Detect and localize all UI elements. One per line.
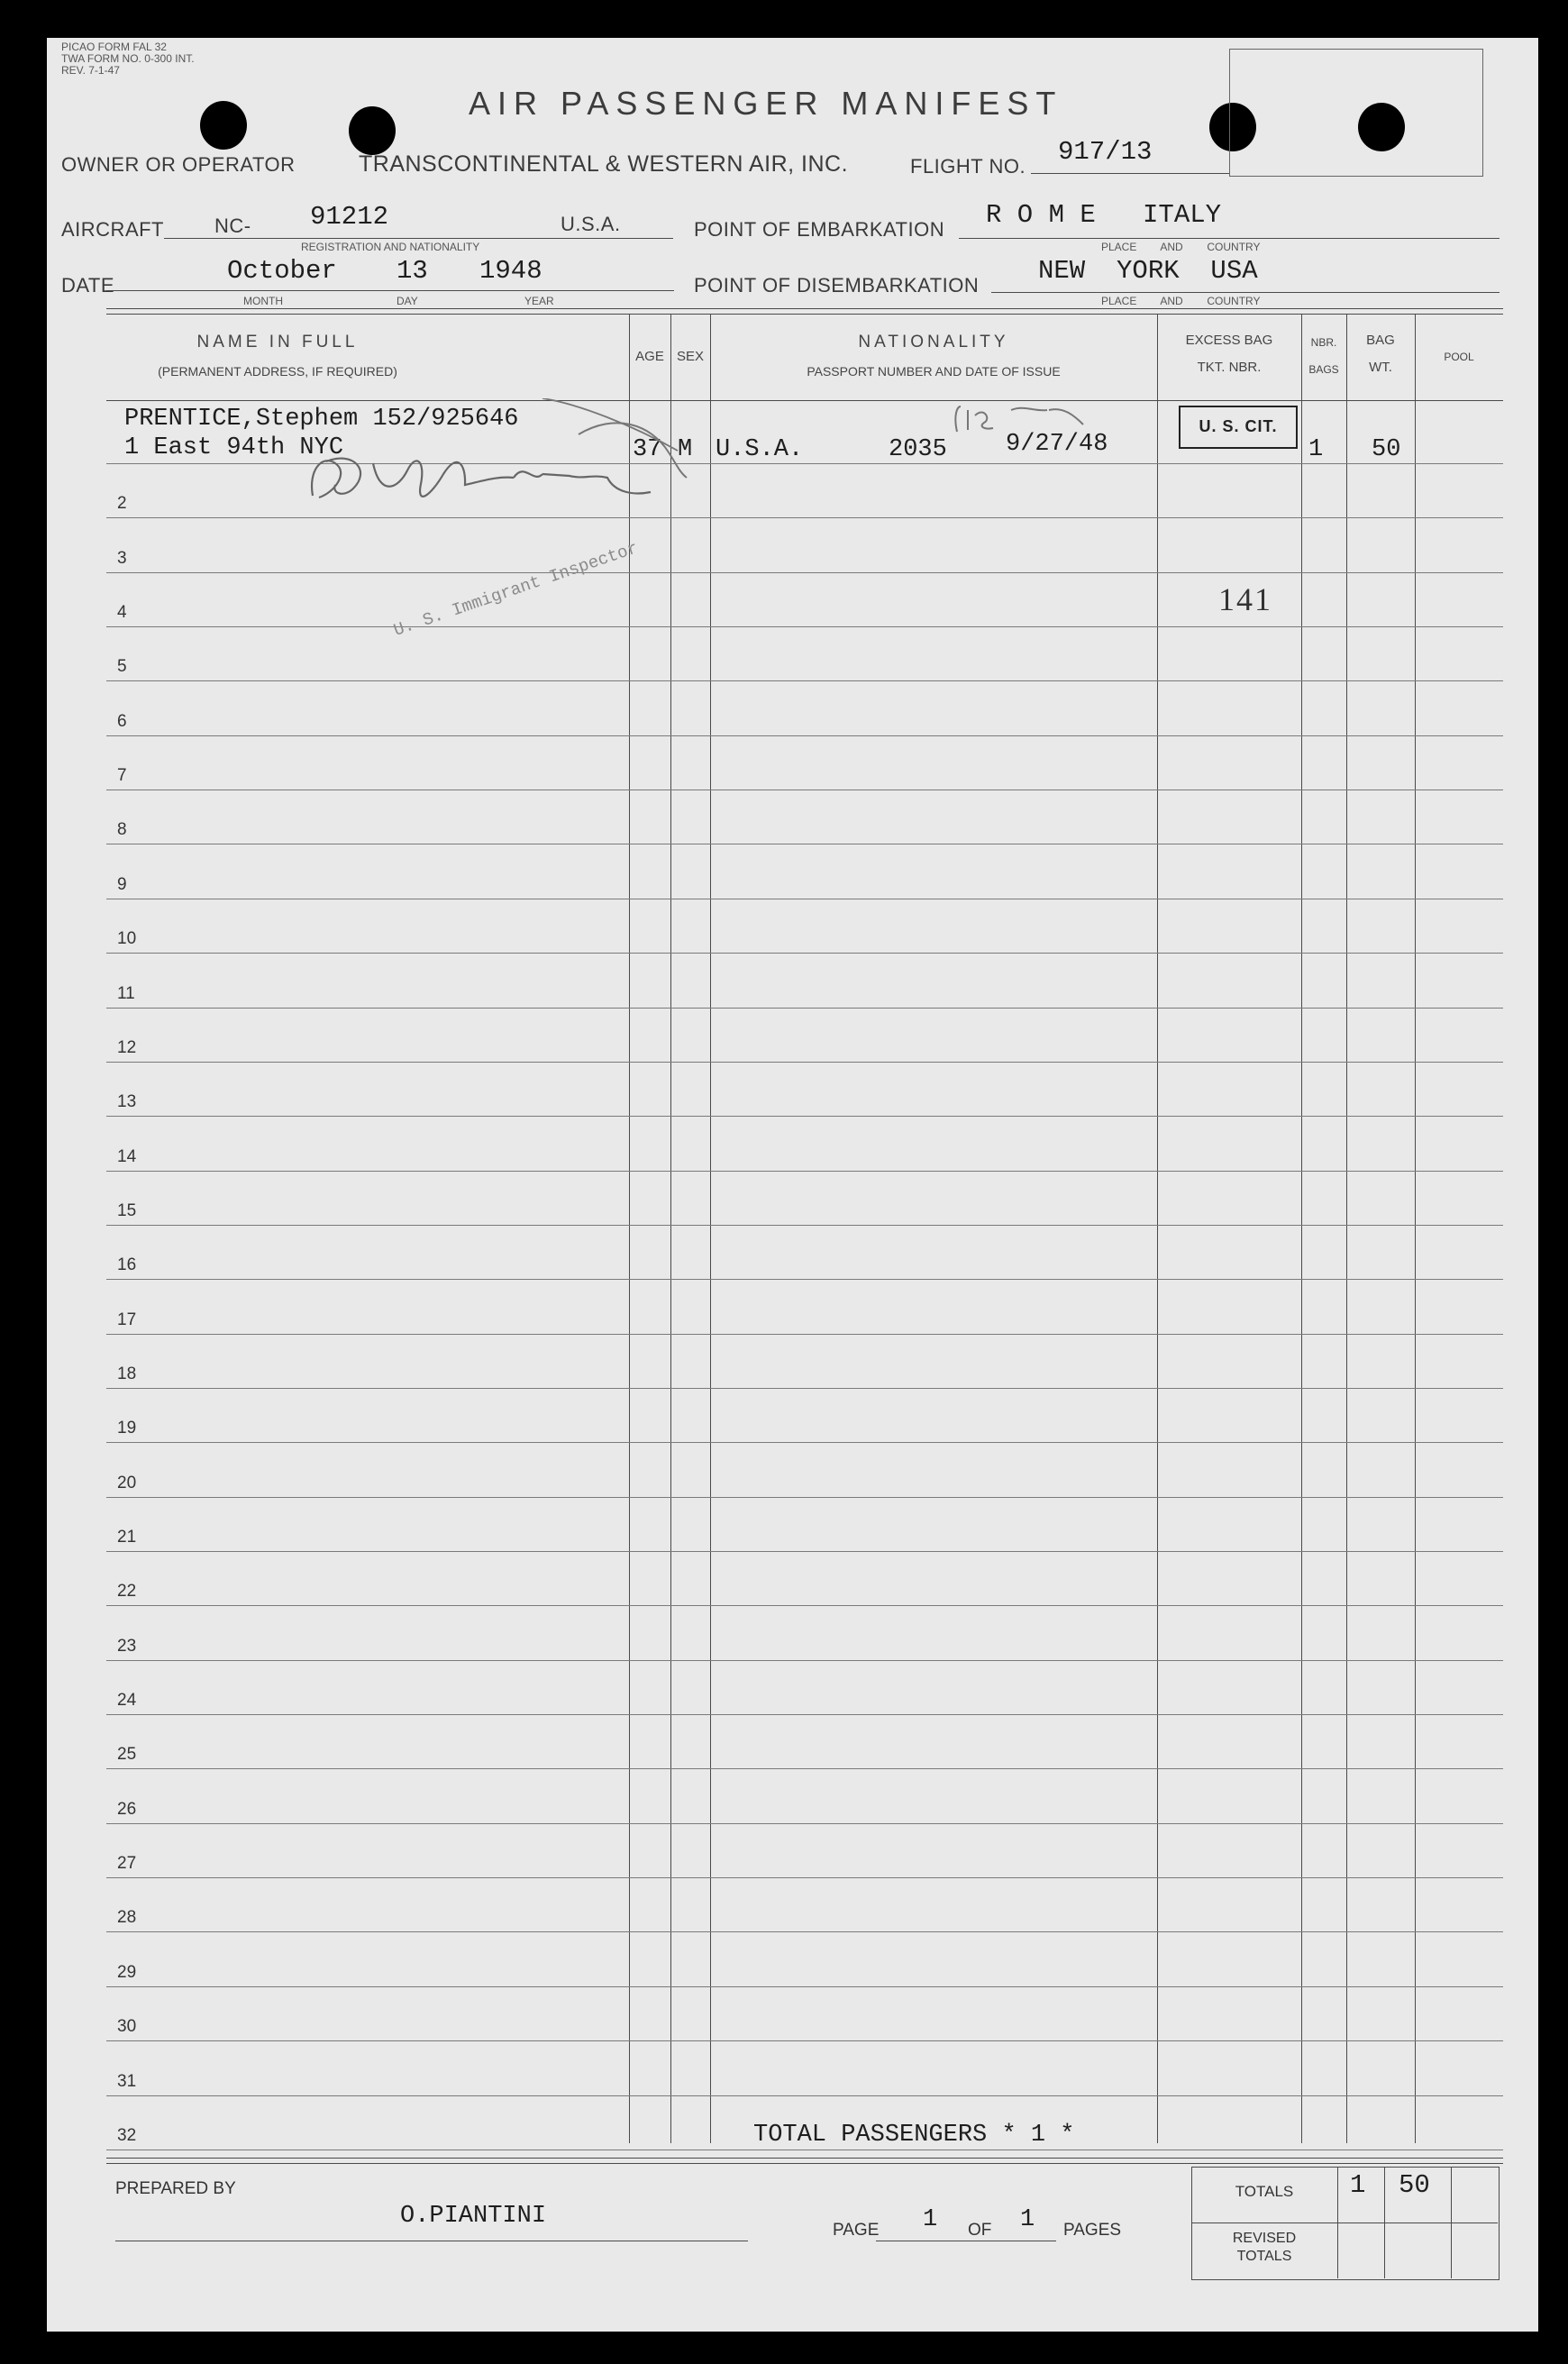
row-number: 9 bbox=[117, 875, 127, 894]
passport-issue-date: 9/27/48 bbox=[1006, 431, 1108, 458]
row-rule bbox=[106, 1008, 1503, 1009]
aircraft-label: AIRCRAFT bbox=[61, 218, 164, 241]
footer-top-rule bbox=[106, 2158, 1503, 2159]
owner-label: OWNER OR OPERATOR bbox=[61, 153, 296, 176]
passenger-bag-weight: 50 bbox=[1372, 436, 1401, 463]
totals-bags: 1 bbox=[1350, 2170, 1366, 2200]
row-rule bbox=[106, 626, 1503, 627]
totals-box-vline bbox=[1337, 2167, 1338, 2278]
page-number: 1 bbox=[923, 2206, 938, 2233]
row-number: 25 bbox=[117, 1745, 137, 1764]
row-number: 31 bbox=[117, 2072, 137, 2091]
issue-date-annotation bbox=[948, 403, 1101, 439]
row-rule bbox=[106, 1605, 1503, 1606]
flight-number: 917/13 bbox=[1058, 137, 1153, 167]
row-rule bbox=[106, 1442, 1503, 1443]
registration-caption: REGISTRATION AND NATIONALITY bbox=[301, 241, 480, 253]
immigrant-inspector-stamp: U. S. Immigrant Inspector bbox=[391, 538, 641, 641]
row-rule bbox=[106, 680, 1503, 681]
row-rule bbox=[106, 1660, 1503, 1661]
caption-month: MONTH bbox=[243, 295, 283, 307]
row-number: 6 bbox=[117, 712, 127, 731]
col-divider bbox=[1346, 314, 1347, 2143]
row-number: 10 bbox=[117, 929, 137, 948]
col-divider bbox=[629, 314, 630, 2143]
row-rule bbox=[106, 1225, 1503, 1226]
row-number: 18 bbox=[117, 1365, 137, 1383]
page-title: AIR PASSENGER MANIFEST bbox=[469, 85, 1063, 122]
row-number: 28 bbox=[117, 1908, 137, 1927]
punch-hole bbox=[200, 101, 247, 150]
date-year: 1948 bbox=[479, 256, 542, 286]
row-number: 15 bbox=[117, 1201, 137, 1220]
totals-box-vline bbox=[1384, 2167, 1385, 2278]
inspector-signature bbox=[272, 398, 696, 534]
row-rule bbox=[106, 1334, 1503, 1335]
col-pool-header: POOL bbox=[1444, 351, 1474, 363]
row-number: 27 bbox=[117, 1854, 137, 1873]
aircraft-underline bbox=[164, 238, 673, 239]
punch-hole bbox=[349, 106, 396, 155]
row-rule bbox=[106, 1986, 1503, 1987]
totals-box-vline bbox=[1451, 2167, 1452, 2278]
row-rule bbox=[106, 1931, 1503, 1932]
col-excess-header: EXCESS BAG bbox=[1185, 333, 1273, 348]
row-number: 13 bbox=[117, 1092, 137, 1111]
table-top-rule bbox=[106, 308, 1503, 309]
col-sex-header: SEX bbox=[676, 349, 704, 364]
row-number: 4 bbox=[117, 603, 127, 622]
form-id-1: PICAO FORM FAL 32 bbox=[61, 41, 167, 53]
embarkation-value: R O M E ITALY bbox=[986, 200, 1222, 230]
col-divider bbox=[1301, 314, 1302, 2143]
row-number: 17 bbox=[117, 1310, 137, 1329]
col-excess-subheader: TKT. NBR. bbox=[1197, 360, 1262, 375]
col-divider bbox=[710, 314, 711, 2143]
row-number: 24 bbox=[117, 1691, 137, 1710]
aircraft-number: 91212 bbox=[310, 202, 389, 232]
place-caption-2: PLACE AND COUNTRY bbox=[1101, 295, 1261, 307]
passenger-name: PRENTICE,Stephem 152/925646 bbox=[124, 406, 519, 433]
date-day: 13 bbox=[397, 256, 428, 286]
row-rule bbox=[106, 953, 1503, 954]
embarkation-underline bbox=[959, 238, 1500, 239]
revised-totals-label-1: REVISED bbox=[1232, 2231, 1297, 2246]
form-id-3: REV. 7-1-47 bbox=[61, 64, 120, 77]
us-citizen-stamp: U. S. CIT. bbox=[1179, 406, 1298, 449]
revised-totals-label-2: TOTALS bbox=[1236, 2249, 1292, 2264]
row-number: 23 bbox=[117, 1637, 137, 1656]
row-number: 3 bbox=[117, 549, 127, 568]
embarkation-label: POINT OF EMBARKATION bbox=[694, 218, 945, 241]
flight-label: FLIGHT NO. bbox=[910, 155, 1026, 178]
pages-label: PAGES bbox=[1063, 2221, 1122, 2240]
caption-year: YEAR bbox=[524, 295, 554, 307]
place-caption: PLACE AND COUNTRY bbox=[1101, 241, 1261, 253]
row-rule bbox=[106, 1768, 1503, 1769]
passenger-bags: 1 bbox=[1308, 436, 1324, 463]
page-label: PAGE bbox=[833, 2221, 880, 2240]
form-id-2: TWA FORM NO. 0-300 INT. bbox=[61, 52, 195, 65]
row-number: 14 bbox=[117, 1147, 137, 1166]
col-nationality-subheader: PASSPORT NUMBER AND DATE OF ISSUE bbox=[807, 364, 1061, 379]
aircraft-country: U.S.A. bbox=[561, 213, 621, 235]
row-number: 11 bbox=[117, 984, 135, 1003]
stamp-box bbox=[1229, 49, 1483, 177]
col-name-header: NAME IN FULL bbox=[196, 333, 359, 351]
passenger-sex: M bbox=[678, 436, 693, 463]
row-rule bbox=[106, 1116, 1503, 1117]
row-rule bbox=[106, 1551, 1503, 1552]
col-nationality-header: NATIONALITY bbox=[858, 333, 1009, 351]
row-number: 12 bbox=[117, 1038, 137, 1057]
row-rule bbox=[106, 735, 1503, 736]
row-number: 30 bbox=[117, 2017, 137, 2036]
table-top-rule-2 bbox=[106, 314, 1503, 315]
row-number: 7 bbox=[117, 766, 127, 785]
footer-top-rule-2 bbox=[106, 2163, 1503, 2164]
row-rule bbox=[106, 2040, 1503, 2041]
row-rule bbox=[106, 2095, 1503, 2096]
of-label: OF bbox=[968, 2221, 992, 2240]
row-rule bbox=[106, 1714, 1503, 1715]
row-number: 2 bbox=[117, 494, 127, 513]
row-number: 8 bbox=[117, 820, 127, 839]
flight-underline bbox=[1031, 173, 1229, 174]
page-total: 1 bbox=[1020, 2206, 1035, 2233]
date-month: October bbox=[227, 256, 337, 286]
handwritten-number: 141 bbox=[1218, 581, 1272, 617]
passport-number: 2035 bbox=[889, 436, 947, 463]
col-wt-header: WT. bbox=[1369, 360, 1392, 375]
row-rule bbox=[106, 1388, 1503, 1389]
prepared-by-name: O.PIANTINI bbox=[400, 2203, 547, 2230]
disembarkation-label: POINT OF DISEMBARKATION bbox=[694, 274, 980, 297]
row-rule bbox=[106, 1823, 1503, 1824]
disembarkation-value: NEW YORK USA bbox=[1038, 256, 1258, 286]
row-number: 19 bbox=[117, 1419, 137, 1438]
col-nbr-header: NBR. bbox=[1310, 336, 1337, 349]
row-number: 20 bbox=[117, 1474, 137, 1492]
col-bags-header: BAGS bbox=[1308, 363, 1339, 376]
row-rule bbox=[106, 1171, 1503, 1172]
passenger-address: 1 East 94th NYC bbox=[124, 434, 344, 461]
row-number: 32 bbox=[117, 2126, 137, 2145]
passenger-age: 37 bbox=[633, 436, 662, 463]
operator-name: TRANSCONTINENTAL & WESTERN AIR, INC. bbox=[359, 151, 849, 177]
row-rule bbox=[106, 1877, 1503, 1878]
passenger-nationality: U.S.A. bbox=[716, 436, 804, 463]
date-underline bbox=[106, 290, 674, 291]
col-divider bbox=[1157, 314, 1158, 2143]
row-number: 5 bbox=[117, 657, 127, 676]
disembarkation-underline bbox=[991, 292, 1500, 293]
row-number: 26 bbox=[117, 1800, 137, 1819]
total-passengers: TOTAL PASSENGERS * 1 * bbox=[753, 2122, 1075, 2149]
totals-weight: 50 bbox=[1399, 2170, 1430, 2200]
col-divider bbox=[670, 314, 671, 2143]
caption-day: DAY bbox=[397, 295, 418, 307]
col-name-subheader: (PERMANENT ADDRESS, IF REQUIRED) bbox=[158, 364, 397, 379]
row-number: 29 bbox=[117, 1963, 137, 1982]
manifest-sheet bbox=[47, 38, 1538, 2332]
date-label: DATE bbox=[61, 274, 115, 297]
row-rule bbox=[106, 1497, 1503, 1498]
prepared-by-label: PREPARED BY bbox=[115, 2179, 236, 2198]
aircraft-prefix: NC- bbox=[214, 214, 251, 237]
row-rule bbox=[106, 1062, 1503, 1063]
row-number: 21 bbox=[117, 1528, 137, 1547]
col-age-header: AGE bbox=[635, 349, 664, 364]
col-bag-header: BAG bbox=[1366, 333, 1395, 348]
row-number: 16 bbox=[117, 1255, 137, 1274]
row-rule bbox=[106, 572, 1503, 573]
row-rule bbox=[106, 1279, 1503, 1280]
row-number: 22 bbox=[117, 1582, 137, 1601]
col-divider bbox=[1415, 314, 1416, 2143]
totals-label: TOTALS bbox=[1235, 2183, 1294, 2200]
